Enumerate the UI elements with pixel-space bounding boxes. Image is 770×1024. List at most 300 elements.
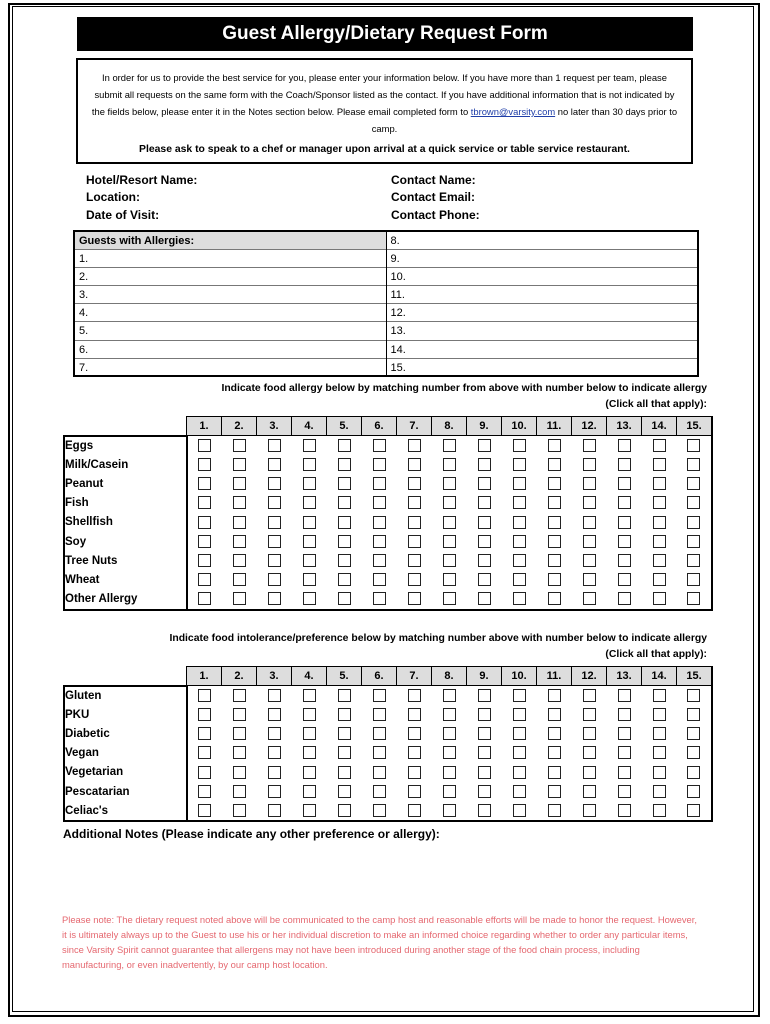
intolerance-checkbox[interactable] xyxy=(443,746,456,759)
intolerance-checkbox[interactable] xyxy=(653,785,666,798)
allergy-checkbox[interactable] xyxy=(338,516,351,529)
allergy-checkbox[interactable] xyxy=(653,458,666,471)
intolerance-checkbox[interactable] xyxy=(233,727,246,740)
allergy-checkbox[interactable] xyxy=(478,573,491,586)
allergy-checkbox[interactable] xyxy=(618,439,631,452)
allergy-checkbox[interactable] xyxy=(408,535,421,548)
allergy-checkbox[interactable] xyxy=(373,516,386,529)
allergy-checkbox[interactable] xyxy=(233,496,246,509)
intolerance-checkbox[interactable] xyxy=(548,766,561,779)
intolerance-checkbox[interactable] xyxy=(548,785,561,798)
allergy-checkbox[interactable] xyxy=(478,458,491,471)
intolerance-checkbox[interactable] xyxy=(583,766,596,779)
intolerance-checkbox[interactable] xyxy=(408,727,421,740)
allergy-checkbox[interactable] xyxy=(583,516,596,529)
allergy-checkbox[interactable] xyxy=(548,535,561,548)
intolerance-checkbox[interactable] xyxy=(653,804,666,817)
allergy-checkbox[interactable] xyxy=(233,516,246,529)
guest-row[interactable]: 3. xyxy=(75,286,386,304)
intolerance-checkbox[interactable] xyxy=(653,708,666,721)
intolerance-checkbox[interactable] xyxy=(338,689,351,702)
intolerance-checkbox[interactable] xyxy=(233,766,246,779)
allergy-checkbox[interactable] xyxy=(583,535,596,548)
allergy-checkbox[interactable] xyxy=(478,477,491,490)
intolerance-checkbox[interactable] xyxy=(408,689,421,702)
allergy-checkbox[interactable] xyxy=(303,592,316,605)
allergy-click-note: (Click all that apply): xyxy=(605,399,707,410)
allergy-checkbox[interactable] xyxy=(373,535,386,548)
allergy-checkbox[interactable] xyxy=(618,477,631,490)
allergy-checkbox[interactable] xyxy=(233,439,246,452)
allergy-checkbox[interactable] xyxy=(268,592,281,605)
intolerance-checkbox[interactable] xyxy=(443,766,456,779)
allergy-checkbox[interactable] xyxy=(303,477,316,490)
allergy-checkbox[interactable] xyxy=(687,573,700,586)
allergy-checkbox-cell xyxy=(432,455,467,474)
date-label[interactable]: Date of Visit: xyxy=(86,208,160,222)
intolerance-column-number: 9. xyxy=(467,667,502,686)
intolerance-checkbox-cell xyxy=(607,744,642,763)
allergy-checkbox[interactable] xyxy=(268,477,281,490)
guest-row[interactable]: 11. xyxy=(387,286,698,304)
guest-row[interactable]: 7. xyxy=(79,361,89,374)
intolerance-checkbox-cell xyxy=(292,724,327,743)
allergy-checkbox[interactable] xyxy=(303,554,316,567)
guest-row[interactable]: 13. xyxy=(387,322,698,340)
allergy-checkbox[interactable] xyxy=(268,573,281,586)
intolerance-checkbox[interactable] xyxy=(653,766,666,779)
intolerance-checkbox[interactable] xyxy=(478,689,491,702)
allergy-checkbox[interactable] xyxy=(198,496,211,509)
allergy-checkbox[interactable] xyxy=(513,535,526,548)
allergy-checkbox[interactable] xyxy=(303,573,316,586)
intolerance-checkbox[interactable] xyxy=(338,727,351,740)
allergy-checkbox[interactable] xyxy=(618,573,631,586)
guest-row[interactable]: 10. xyxy=(387,268,698,286)
allergy-checkbox[interactable] xyxy=(583,496,596,509)
guest-row[interactable]: 5. xyxy=(75,322,386,340)
allergy-checkbox[interactable] xyxy=(338,458,351,471)
intolerance-checkbox[interactable] xyxy=(687,708,700,721)
intolerance-checkbox[interactable] xyxy=(268,746,281,759)
allergy-checkbox[interactable] xyxy=(548,439,561,452)
allergy-checkbox[interactable] xyxy=(478,439,491,452)
intolerance-checkbox[interactable] xyxy=(548,708,561,721)
allergy-checkbox[interactable] xyxy=(443,554,456,567)
allergy-checkbox[interactable] xyxy=(408,592,421,605)
intolerance-checkbox[interactable] xyxy=(443,785,456,798)
allergy-checkbox[interactable] xyxy=(653,477,666,490)
allergy-checkbox[interactable] xyxy=(548,554,561,567)
allergy-checkbox[interactable] xyxy=(198,439,211,452)
allergy-checkbox[interactable] xyxy=(233,477,246,490)
allergy-checkbox[interactable] xyxy=(513,554,526,567)
intolerance-checkbox[interactable] xyxy=(548,727,561,740)
allergy-checkbox[interactable] xyxy=(653,573,666,586)
allergy-checkbox[interactable] xyxy=(513,477,526,490)
intolerance-checkbox[interactable] xyxy=(408,804,421,817)
allergy-checkbox[interactable] xyxy=(548,592,561,605)
guest-row[interactable]: 1. xyxy=(75,250,386,268)
allergy-checkbox[interactable] xyxy=(687,477,700,490)
allergy-checkbox[interactable] xyxy=(583,439,596,452)
allergy-checkbox[interactable] xyxy=(618,535,631,548)
allergy-checkbox[interactable] xyxy=(408,458,421,471)
allergy-checkbox[interactable] xyxy=(687,535,700,548)
allergy-checkbox-cell xyxy=(642,570,677,589)
allergy-checkbox[interactable] xyxy=(198,535,211,548)
intolerance-checkbox[interactable] xyxy=(303,708,316,721)
intolerance-checkbox[interactable] xyxy=(478,766,491,779)
intolerance-checkbox[interactable] xyxy=(478,785,491,798)
intolerance-checkbox[interactable] xyxy=(513,727,526,740)
intolerance-checkbox-cell xyxy=(432,686,467,706)
allergy-checkbox[interactable] xyxy=(583,573,596,586)
intolerance-checkbox[interactable] xyxy=(618,708,631,721)
allergy-checkbox[interactable] xyxy=(198,477,211,490)
guest-row[interactable]: 2. xyxy=(75,268,386,286)
allergy-checkbox-cell xyxy=(572,532,607,551)
intolerance-checkbox[interactable] xyxy=(268,766,281,779)
allergy-checkbox[interactable] xyxy=(373,496,386,509)
allergy-checkbox[interactable] xyxy=(338,496,351,509)
allergy-checkbox[interactable] xyxy=(338,554,351,567)
allergy-checkbox[interactable] xyxy=(513,439,526,452)
intolerance-checkbox[interactable] xyxy=(373,766,386,779)
intolerance-checkbox[interactable] xyxy=(198,689,211,702)
intolerance-checkbox[interactable] xyxy=(373,746,386,759)
intolerance-checkbox[interactable] xyxy=(268,785,281,798)
contact-email-label[interactable]: Contact Email: xyxy=(391,190,476,204)
hotel-label[interactable]: Hotel/Resort Name: xyxy=(86,173,198,187)
allergy-checkbox[interactable] xyxy=(373,554,386,567)
allergy-checkbox[interactable] xyxy=(478,516,491,529)
allergy-checkbox[interactable] xyxy=(373,477,386,490)
allergy-checkbox[interactable] xyxy=(198,573,211,586)
intolerance-checkbox[interactable] xyxy=(548,746,561,759)
allergy-checkbox[interactable] xyxy=(303,535,316,548)
allergy-checkbox[interactable] xyxy=(583,592,596,605)
allergy-checkbox[interactable] xyxy=(583,554,596,567)
allergy-checkbox[interactable] xyxy=(268,458,281,471)
intolerance-checkbox-cell xyxy=(327,686,362,706)
intolerance-checkbox[interactable] xyxy=(303,766,316,779)
allergy-checkbox[interactable] xyxy=(443,477,456,490)
guest-row[interactable]: 9. xyxy=(387,250,698,268)
intolerance-checkbox[interactable] xyxy=(338,766,351,779)
intolerance-checkbox[interactable] xyxy=(618,804,631,817)
allergy-checkbox[interactable] xyxy=(548,477,561,490)
allergy-checkbox[interactable] xyxy=(303,458,316,471)
guest-row[interactable]: 14. xyxy=(387,341,698,359)
location-label[interactable]: Location: xyxy=(86,190,140,204)
guest-row[interactable]: 15. xyxy=(390,361,406,374)
allergy-checkbox[interactable] xyxy=(618,592,631,605)
allergy-checkbox[interactable] xyxy=(338,477,351,490)
allergy-checkbox[interactable] xyxy=(338,535,351,548)
allergy-checkbox-cell xyxy=(362,570,397,589)
intolerance-checkbox[interactable] xyxy=(513,804,526,817)
intolerance-checkbox[interactable] xyxy=(198,708,211,721)
intolerance-checkbox[interactable] xyxy=(373,689,386,702)
intro-text xyxy=(78,69,691,137)
intolerance-checkbox-cell xyxy=(327,724,362,743)
intolerance-checkbox-cell xyxy=(187,724,222,743)
allergy-checkbox-cell xyxy=(467,513,502,532)
intolerance-checkbox[interactable] xyxy=(583,785,596,798)
allergy-checkbox[interactable] xyxy=(513,496,526,509)
intolerance-checkbox[interactable] xyxy=(443,727,456,740)
allergy-checkbox[interactable] xyxy=(268,496,281,509)
allergy-checkbox[interactable] xyxy=(338,592,351,605)
intolerance-checkbox[interactable] xyxy=(687,804,700,817)
allergy-row xyxy=(64,551,712,570)
intolerance-checkbox[interactable] xyxy=(338,708,351,721)
allergy-checkbox[interactable] xyxy=(583,458,596,471)
intolerance-checkbox[interactable] xyxy=(268,689,281,702)
guest-row[interactable]: 8. xyxy=(387,232,698,250)
intolerance-checkbox[interactable] xyxy=(268,804,281,817)
allergy-checkbox[interactable] xyxy=(408,496,421,509)
allergy-checkbox[interactable] xyxy=(687,439,700,452)
intolerance-checkbox[interactable] xyxy=(198,804,211,817)
allergy-checkbox[interactable] xyxy=(198,592,211,605)
intolerance-checkbox[interactable] xyxy=(513,689,526,702)
allergy-checkbox[interactable] xyxy=(478,592,491,605)
intolerance-checkbox[interactable] xyxy=(198,785,211,798)
allergy-row xyxy=(64,590,712,610)
allergy-checkbox[interactable] xyxy=(198,554,211,567)
intolerance-checkbox[interactable] xyxy=(373,708,386,721)
intolerance-checkbox[interactable] xyxy=(233,785,246,798)
allergy-checkbox[interactable] xyxy=(618,496,631,509)
allergy-checkbox[interactable] xyxy=(548,516,561,529)
intolerance-checkbox[interactable] xyxy=(687,727,700,740)
intolerance-checkbox[interactable] xyxy=(478,708,491,721)
intolerance-checkbox[interactable] xyxy=(687,689,700,702)
allergy-checkbox-cell xyxy=(222,590,257,610)
intolerance-checkbox[interactable] xyxy=(548,804,561,817)
allergy-checkbox[interactable] xyxy=(408,439,421,452)
intolerance-checkbox[interactable] xyxy=(583,727,596,740)
allergy-checkbox[interactable] xyxy=(233,458,246,471)
allergy-checkbox[interactable] xyxy=(198,516,211,529)
allergy-checkbox[interactable] xyxy=(443,573,456,586)
intolerance-checkbox[interactable] xyxy=(198,766,211,779)
intolerance-checkbox[interactable] xyxy=(233,804,246,817)
allergy-checkbox[interactable] xyxy=(373,439,386,452)
allergy-checkbox[interactable] xyxy=(233,554,246,567)
intolerance-checkbox-cell xyxy=(292,705,327,724)
allergy-checkbox[interactable] xyxy=(443,516,456,529)
allergy-checkbox[interactable] xyxy=(653,592,666,605)
allergy-checkbox[interactable] xyxy=(408,516,421,529)
intolerance-checkbox[interactable] xyxy=(268,727,281,740)
allergy-checkbox-cell xyxy=(607,455,642,474)
intolerance-checkbox[interactable] xyxy=(687,766,700,779)
allergy-column-number: 3. xyxy=(257,417,292,436)
allergy-checkbox[interactable] xyxy=(653,496,666,509)
intolerance-checkbox[interactable] xyxy=(408,785,421,798)
intolerance-checkbox[interactable] xyxy=(478,727,491,740)
intolerance-checkbox[interactable] xyxy=(303,689,316,702)
intolerance-checkbox[interactable] xyxy=(443,708,456,721)
allergy-checkbox[interactable] xyxy=(513,516,526,529)
intolerance-checkbox[interactable] xyxy=(303,804,316,817)
intolerance-checkbox[interactable] xyxy=(513,785,526,798)
intolerance-checkbox[interactable] xyxy=(233,689,246,702)
allergy-checkbox[interactable] xyxy=(687,592,700,605)
guest-row[interactable]: 12. xyxy=(387,304,698,322)
intolerance-checkbox[interactable] xyxy=(618,689,631,702)
allergy-checkbox[interactable] xyxy=(653,516,666,529)
allergy-checkbox[interactable] xyxy=(268,554,281,567)
contact-phone-label[interactable]: Contact Phone: xyxy=(391,208,480,222)
intolerance-checkbox[interactable] xyxy=(618,785,631,798)
allergy-checkbox[interactable] xyxy=(548,573,561,586)
allergy-checkbox[interactable] xyxy=(303,496,316,509)
allergy-checkbox[interactable] xyxy=(618,458,631,471)
allergy-checkbox[interactable] xyxy=(478,535,491,548)
allergy-checkbox[interactable] xyxy=(373,573,386,586)
intolerance-checkbox[interactable] xyxy=(233,746,246,759)
intolerance-checkbox[interactable] xyxy=(373,727,386,740)
intolerance-checkbox[interactable] xyxy=(233,708,246,721)
intolerance-checkbox-cell xyxy=(572,801,607,821)
intolerance-checkbox[interactable] xyxy=(408,766,421,779)
intolerance-checkbox[interactable] xyxy=(373,804,386,817)
intolerance-checkbox[interactable] xyxy=(583,708,596,721)
intolerance-checkbox[interactable] xyxy=(198,746,211,759)
intolerance-checkbox[interactable] xyxy=(338,746,351,759)
allergy-checkbox[interactable] xyxy=(653,535,666,548)
intolerance-checkbox[interactable] xyxy=(443,804,456,817)
intolerance-checkbox-cell xyxy=(502,744,537,763)
allergy-checkbox[interactable] xyxy=(233,535,246,548)
intolerance-checkbox[interactable] xyxy=(513,746,526,759)
allergy-checkbox[interactable] xyxy=(408,554,421,567)
allergy-checkbox[interactable] xyxy=(373,592,386,605)
allergy-column-number: 12. xyxy=(572,417,607,436)
allergy-checkbox[interactable] xyxy=(478,496,491,509)
contact-name-label[interactable]: Contact Name: xyxy=(391,173,476,187)
intolerance-row-label: PKU xyxy=(64,705,187,724)
allergy-checkbox[interactable] xyxy=(268,535,281,548)
intolerance-checkbox[interactable] xyxy=(618,766,631,779)
intolerance-checkbox[interactable] xyxy=(618,746,631,759)
allergy-checkbox[interactable] xyxy=(478,554,491,567)
allergy-row-label: Peanut xyxy=(64,474,187,493)
intolerance-checkbox[interactable] xyxy=(513,708,526,721)
allergy-checkbox[interactable] xyxy=(687,516,700,529)
allergy-checkbox[interactable] xyxy=(618,516,631,529)
notes-label[interactable]: Additional Notes (Please indicate any other preference or allergy): xyxy=(63,827,440,841)
allergy-checkbox-cell xyxy=(327,455,362,474)
allergy-checkbox[interactable] xyxy=(373,458,386,471)
allergy-checkbox[interactable] xyxy=(443,496,456,509)
allergy-checkbox[interactable] xyxy=(443,535,456,548)
intolerance-checkbox[interactable] xyxy=(408,746,421,759)
intolerance-checkbox[interactable] xyxy=(583,804,596,817)
allergy-checkbox[interactable] xyxy=(687,458,700,471)
allergy-checkbox[interactable] xyxy=(513,573,526,586)
intolerance-checkbox[interactable] xyxy=(478,804,491,817)
intolerance-checkbox[interactable] xyxy=(583,746,596,759)
intolerance-checkbox-cell xyxy=(222,705,257,724)
allergy-checkbox[interactable] xyxy=(303,516,316,529)
intolerance-checkbox[interactable] xyxy=(303,746,316,759)
allergy-checkbox-cell xyxy=(187,532,222,551)
allergy-checkbox[interactable] xyxy=(443,458,456,471)
intolerance-checkbox-cell xyxy=(537,724,572,743)
allergy-checkbox[interactable] xyxy=(338,439,351,452)
allergy-checkbox[interactable] xyxy=(443,439,456,452)
intolerance-checkbox[interactable] xyxy=(513,766,526,779)
intolerance-checkbox[interactable] xyxy=(338,804,351,817)
allergy-checkbox[interactable] xyxy=(548,458,561,471)
intolerance-checkbox[interactable] xyxy=(408,708,421,721)
intolerance-checkbox[interactable] xyxy=(548,689,561,702)
allergy-checkbox[interactable] xyxy=(408,573,421,586)
allergy-checkbox[interactable] xyxy=(653,439,666,452)
intolerance-checkbox[interactable] xyxy=(198,727,211,740)
intolerance-checkbox[interactable] xyxy=(478,746,491,759)
intolerance-checkbox[interactable] xyxy=(303,785,316,798)
intolerance-checkbox-cell xyxy=(362,744,397,763)
intolerance-checkbox[interactable] xyxy=(687,746,700,759)
intolerance-checkbox[interactable] xyxy=(687,785,700,798)
intolerance-checkbox[interactable] xyxy=(653,727,666,740)
allergy-checkbox[interactable] xyxy=(583,477,596,490)
intolerance-checkbox-cell xyxy=(467,744,502,763)
allergy-checkbox[interactable] xyxy=(303,439,316,452)
intolerance-row xyxy=(64,763,712,782)
intolerance-checkbox[interactable] xyxy=(268,708,281,721)
guest-row[interactable]: 4. xyxy=(75,304,386,322)
allergy-checkbox[interactable] xyxy=(338,573,351,586)
intolerance-checkbox[interactable] xyxy=(443,689,456,702)
intolerance-checkbox-cell xyxy=(642,801,677,821)
allergy-checkbox[interactable] xyxy=(198,458,211,471)
intolerance-checkbox[interactable] xyxy=(653,689,666,702)
allergy-checkbox[interactable] xyxy=(233,592,246,605)
allergy-checkbox[interactable] xyxy=(653,554,666,567)
allergy-checkbox[interactable] xyxy=(513,458,526,471)
guest-row[interactable]: 6. xyxy=(75,341,386,359)
allergy-checkbox[interactable] xyxy=(618,554,631,567)
allergy-checkbox[interactable] xyxy=(443,592,456,605)
intolerance-checkbox[interactable] xyxy=(338,785,351,798)
allergy-checkbox[interactable] xyxy=(687,496,700,509)
intolerance-checkbox-cell xyxy=(572,686,607,706)
allergy-row-label: Other Allergy xyxy=(64,590,187,610)
allergy-checkbox[interactable] xyxy=(687,554,700,567)
allergy-checkbox[interactable] xyxy=(268,516,281,529)
allergy-checkbox[interactable] xyxy=(513,592,526,605)
intolerance-checkbox[interactable] xyxy=(653,746,666,759)
intolerance-checkbox[interactable] xyxy=(618,727,631,740)
allergy-checkbox[interactable] xyxy=(548,496,561,509)
intolerance-checkbox[interactable] xyxy=(373,785,386,798)
allergy-checkbox-cell xyxy=(327,494,362,513)
allergy-checkbox[interactable] xyxy=(268,439,281,452)
allergy-checkbox[interactable] xyxy=(233,573,246,586)
allergy-checkbox-cell xyxy=(362,494,397,513)
email-link[interactable]: tbrown@varsity.com xyxy=(470,106,556,117)
intolerance-checkbox[interactable] xyxy=(583,689,596,702)
allergy-checkbox[interactable] xyxy=(408,477,421,490)
intolerance-checkbox[interactable] xyxy=(303,727,316,740)
